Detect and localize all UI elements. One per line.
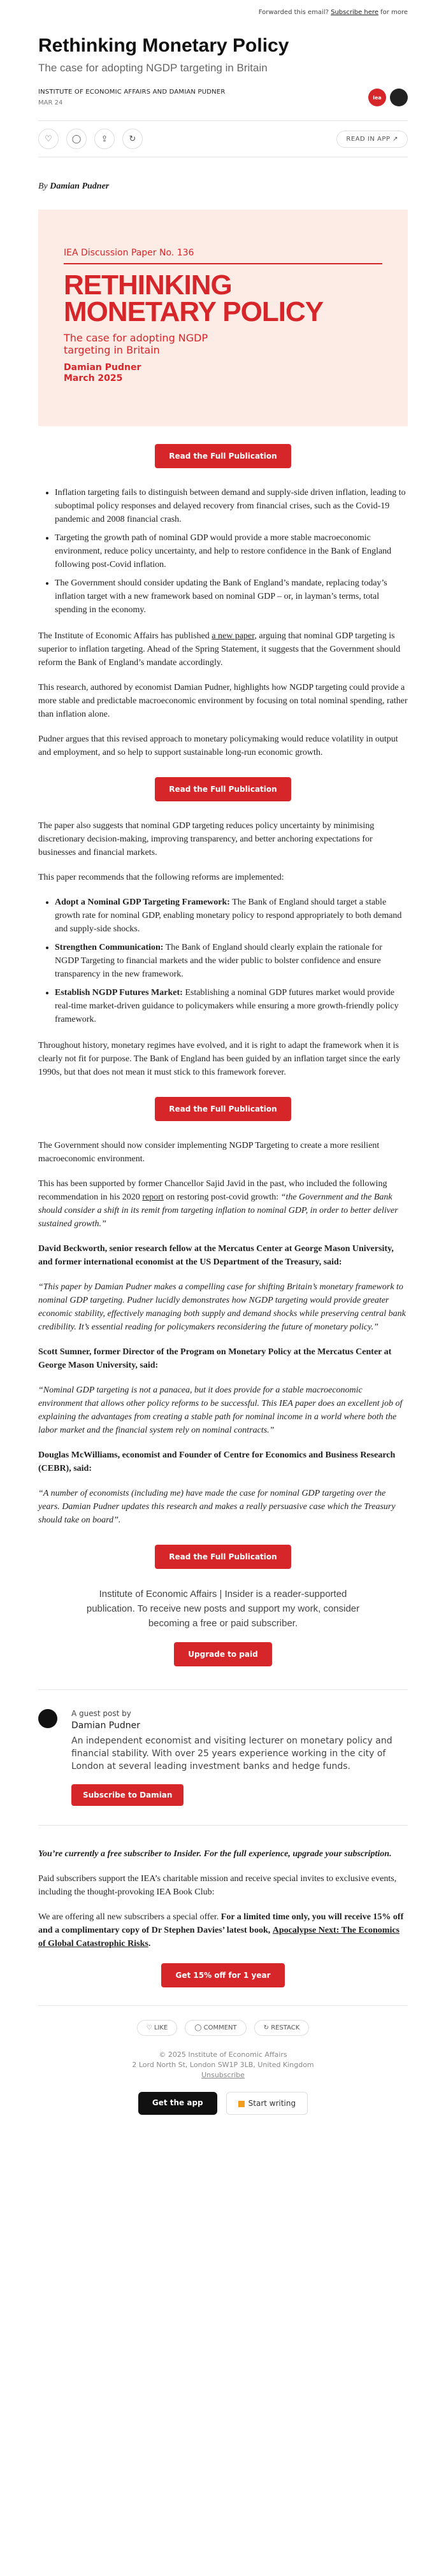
paragraph: The Government should now consider implementing NGDP Targeting to create a more resilient macroeconomic environment. xyxy=(38,1141,380,1164)
restack-label: RESTACK xyxy=(271,2024,300,2031)
guest-name[interactable]: Damian Pudner xyxy=(71,1721,140,1731)
paragraph-text: This has been supported by former Chancellor Sajid Javid in the past, who included the following recommendation in his 2020 xyxy=(38,1179,387,1202)
summary-list xyxy=(38,486,408,617)
cover-date: March 2025 xyxy=(64,373,123,383)
comment-icon[interactable]: ◯ xyxy=(66,129,87,149)
quote-text: “A number of economists (including me) have made the case for nominal GDP targeting over the years. Damian Pudner updates this research and makes a really persuasive case which the Treasury should take on board”. xyxy=(38,1489,396,1525)
paragraph: The paper also suggests that nominal GDP targeting reduces policy uncertainty by minimising discretionary decision-making, improving transparency, and better anchoring expectations for businesses and financial markets. xyxy=(38,821,375,857)
unsubscribe-link[interactable]: Unsubscribe xyxy=(201,2071,245,2079)
byline-name: Damian Pudner xyxy=(50,182,110,191)
app-buttons xyxy=(38,2092,408,2115)
list-item: • Inflation targeting fails to distinguish between demand and supply-side driven inflation, leading to suboptimal policy responses and delayed recovery from financial crises, such as the Covid-19 pandemic and 2008 financial crash. xyxy=(55,486,408,526)
reform-heading: Establish NGDP Futures Market: xyxy=(55,988,183,998)
footer xyxy=(38,2050,408,2080)
reforms-list xyxy=(38,896,408,1026)
substack-icon xyxy=(238,2101,245,2107)
offer-text: We are offering all new subscribers a special offer. xyxy=(38,1912,219,1922)
heart-icon[interactable]: ♡ xyxy=(38,129,59,149)
new-paper-link[interactable]: a new paper xyxy=(212,631,255,641)
list-item xyxy=(55,896,408,936)
restack-icon: ↻ xyxy=(263,2024,271,2031)
list-item: • The Government should consider updating the Bank of England’s mandate, replacing today’s inflation target with a new framework based on nominal GDP – or, in layman’s terms, total spending in the economy. xyxy=(55,576,408,617)
paragraph-text: , arguing that nominal GDP targeting is superior to inflation targeting. Ahead of the Spring Statement, it suggests that the Government should reform the Bank of England’s mandate accordingly. xyxy=(38,631,401,668)
guest-avatar[interactable] xyxy=(38,1709,57,1728)
report-link[interactable]: report xyxy=(142,1192,164,1202)
cover-title-line2: MONETARY POLICY xyxy=(64,296,324,327)
javid-quote: “the Government and the Bank should consider a shift in its remit from targeting inflation to nominal GDP, in order to better deliver sustained growth.” xyxy=(38,1192,398,1229)
reform-heading: Strengthen Communication: xyxy=(55,943,164,952)
guest-post-card xyxy=(38,1689,408,1826)
footer-actions xyxy=(38,2005,408,2050)
cover-title-line1: RETHINKING xyxy=(64,269,232,301)
forward-note xyxy=(38,0,408,16)
read-publication-button[interactable]: Read the Full Publication xyxy=(155,1545,291,1569)
comment-button[interactable] xyxy=(185,2020,246,2036)
comment-icon: ◯ xyxy=(194,2024,204,2031)
cover-rule xyxy=(64,263,382,264)
get-app-button[interactable]: Get the app xyxy=(138,2092,217,2115)
cover-author: Damian Pudner xyxy=(64,362,141,373)
read-in-app-button[interactable] xyxy=(336,131,408,148)
read-publication-button[interactable]: Read the Full Publication xyxy=(155,444,291,468)
subscribe-link[interactable]: Subscribe here xyxy=(331,9,378,16)
discount-button[interactable]: Get 15% off for 1 year xyxy=(161,1963,284,1987)
quote-text: “This paper by Damian Pudner makes a compelling case for shifting Britain’s monetary framework to nominal GDP targeting. Pudner lucidly demonstrates how NGDP targeting would provide greater economic stability, effectively managing both supply and demand shocks while preserving central bank credibility. It’s essential reading for policymakers reconsidering the future of monetary policy.” xyxy=(38,1282,406,1332)
paragraph: This research, authored by economist Damian Pudner, highlights how NGDP targeting could provide a more stable and predictable macroeconomic environment by focusing on total nominal spending, rather than inflation alone. xyxy=(38,683,408,719)
byline xyxy=(38,182,408,192)
reform-heading: Adopt a Nominal GDP Targeting Framework: xyxy=(55,898,230,907)
paragraph: Pudner argues that this revised approach to monetary policymaking would reduce volatility in output and employment, and so help to support sustainable long-run economic growth. xyxy=(38,734,398,757)
paragraph: Throughout history, monetary regimes have evolved, and it is right to adapt the framework when it is clearly not fit for purpose. The Bank of England has been guided by an inflation target since the early 1990s, but that does not mean it must stick to this framework forever. xyxy=(38,1041,401,1077)
iea-avatar[interactable]: iea xyxy=(368,89,386,106)
like-button[interactable] xyxy=(137,2020,178,2036)
offer-paragraph: We are offering all new subscribers a special offer. For a limited time only, you will receive 15% off and a complimentary copy of Dr Stephen Davies’ latest book, Apocalypse Next: The Economics of Global Catastrophic Risks. xyxy=(38,1912,404,1949)
reform-text: The Bank of England should clearly explain the rationale for NGDP Targeting to financial markets and the wider public to bolster confidence and ensure transparency in the new framework. xyxy=(55,943,382,979)
post-title[interactable]: Rethinking Monetary Policy xyxy=(38,35,289,56)
guest-label: A guest post by xyxy=(71,1709,131,1718)
paragraph: This paper recommends that the following reforms are implemented: xyxy=(38,873,284,882)
cover-paper-number: IEA Discussion Paper No. 136 xyxy=(64,248,194,258)
read-publication-button[interactable]: Read the Full Publication xyxy=(155,777,291,801)
paragraph xyxy=(38,629,408,669)
restack-button[interactable] xyxy=(254,2020,310,2036)
comment-label: COMMENT xyxy=(203,2024,237,2031)
byline-prefix: By xyxy=(38,182,48,191)
subscribe-cta-text: Institute of Economic Affairs | Insider is a reader-supported publication. To receive new posts and support my work, consider becoming a free or paid subscriber. xyxy=(86,1589,360,1629)
start-writing-label: Start writing xyxy=(248,2099,296,2108)
post-actions-bar xyxy=(38,120,408,157)
list-item xyxy=(55,941,408,981)
byline-row xyxy=(38,89,408,106)
quote-text: “Nominal GDP targeting is not a panacea, but it does provide for a stable macroeconomic environment that allows other policy reforms to be successful. This IEA paper does an excellent job of explaining the advantages from creating a stable path for nominal income in a world where both the labor market and the financial system rely on nominal contracts.” xyxy=(38,1385,403,1435)
list-item: • Targeting the growth path of nominal GDP would provide a more stable macroeconomic environment, reduce policy uncertainty, and help to restore confidence in the Bank of England following post-Covid inflation. xyxy=(55,531,408,571)
author-avatars xyxy=(368,89,408,106)
offer-bold-text: For a limited time only, you will receive 15% off and a complimentary copy of Dr Stephen Davies’ latest book, xyxy=(38,1912,404,1935)
upgrade-button[interactable]: Upgrade to paid xyxy=(174,1642,271,1666)
list-item xyxy=(55,986,408,1026)
book-link[interactable]: Apocalypse Next: The Economics of Global Catastrophic Risks xyxy=(38,1926,399,1949)
post-date: MAR 24 xyxy=(38,99,63,106)
paragraph-text: The Institute of Economic Affairs has published xyxy=(38,631,210,641)
quote-heading: Scott Sumner, former Director of the Program on Monetary Policy at the Mercatus Center at George Mason University, said: xyxy=(38,1347,392,1370)
free-subscriber-note: You’re currently a free subscriber to Insider. For the full experience, upgrade your subscription. xyxy=(38,1849,392,1859)
post-authors[interactable]: INSTITUTE OF ECONOMIC AFFAIRS AND DAMIAN PUDNER xyxy=(38,89,226,96)
heart-icon: ♡ xyxy=(146,2024,154,2031)
paragraph: Paid subscribers support the IEA’s charitable mission and receive special invites to exclusive events, including the thought-provoking IEA Book Club: xyxy=(38,1874,397,1897)
forward-note-text: Forwarded this email? xyxy=(258,9,329,16)
post-subtitle: The case for adopting NGDP targeting in Britain xyxy=(38,62,268,74)
cover-image[interactable] xyxy=(38,210,408,426)
quote-heading: David Beckworth, senior research fellow at the Mercatus Center at George Mason University, and former international economist at the US Department of the Treasury, said: xyxy=(38,1244,394,1267)
restack-icon[interactable]: ↻ xyxy=(122,129,143,149)
paragraph xyxy=(38,1177,408,1231)
like-label: LIKE xyxy=(154,2024,168,2031)
subscribe-author-button[interactable]: Subscribe to Damian xyxy=(71,1784,183,1806)
read-publication-button[interactable]: Read the Full Publication xyxy=(155,1097,291,1121)
reform-text: The Bank of England should target a stable growth rate for nominal GDP, enabling monetary policy to respond appropriately to both demand and supply-side shocks. xyxy=(55,898,402,934)
share-icon[interactable]: ⇪ xyxy=(94,129,115,149)
paragraph-text: on restoring post-covid growth: xyxy=(166,1192,279,1202)
cover-subtitle: The case for adopting NGDP targeting in Britain xyxy=(64,332,208,356)
quote-heading: Douglas McWilliams, economist and Founder of Centre for Economics and Business Research (CEBR), said: xyxy=(38,1450,396,1473)
author-avatar[interactable] xyxy=(390,89,408,106)
read-in-app-label: READ IN APP xyxy=(346,135,391,143)
start-writing-button[interactable] xyxy=(226,2092,308,2115)
copyright: © 2025 Institute of Economic Affairs xyxy=(159,2050,287,2059)
address: 2 Lord North St, London SW1P 3LB, United Kingdom xyxy=(132,2061,314,2069)
arrow-icon: ↗ xyxy=(392,135,398,143)
guest-bio: An independent economist and visiting lecturer on monetary policy and financial stability. With over 25 years experience working in the city of London at several leading investment banks and hedge funds. xyxy=(71,1736,392,1771)
forward-note-suffix: for more xyxy=(380,9,408,16)
reform-text: Establishing a nominal GDP futures market would provide real-time market-driven guidance to policymakers while ensuring a more growth-friendly policy framework. xyxy=(55,988,399,1024)
